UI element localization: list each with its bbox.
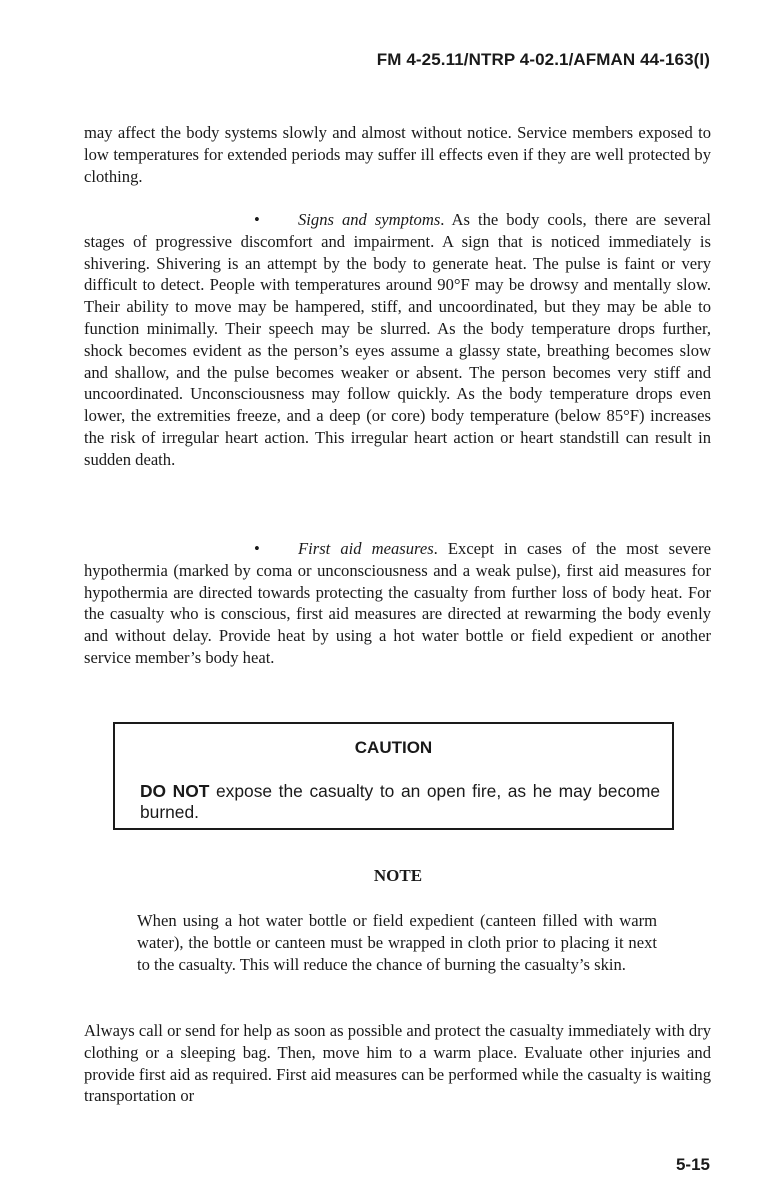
bullet-icon: • [254,539,260,558]
caution-text [140,781,660,823]
caution-body: expose the casualty to an open fire, as he may become burned. [140,781,660,822]
caution-emphasis: DO NOT [140,781,210,801]
signs-heading: Signs and symptoms [298,210,441,229]
page-number: 5-15 [675,1155,710,1174]
caution-box [113,722,674,830]
note-title: NOTE [373,866,423,885]
final-paragraph: Always call or send for help as soon as possible and protect the casualty immediately with dry clothing or a sleeping bag. Then, move him to a warm place. Evaluate other injuries and provide first aid as required. First aid measures can be performed while the casualty is waiting transportation or [84,1021,711,1106]
first-aid-paragraph [84,538,711,669]
first-aid-text: . Except in cases of the most severe hypothermia (marked by coma or unconsciousness and a weak pulse), first aid measures for hypothermia are directed towards protecting the casualty from further loss of body heat. For the casualty who is conscious, first aid measures are directed at rewarming the body evenly and without delay. Provide heat by using a hot water bottle or field expedient or another service member’s body heat. [84,539,711,667]
bullet-icon: • [254,210,260,229]
signs-text: . As the body cools, there are several stages of progressive discomfort and impairment. A sign that is noticed immediately is shivering. Shivering is an attempt by the body to generate heat. The pulse is faint or very difficult to detect. People with temperatures around 90°F may be drowsy and mentally slow. Their ability to move may be hampered, stiff, and uncoordinated, but they may be able to function minimally. Their speech may be slurred. As the body temperature drops further, shock becomes evident as the person’s eyes assume a glassy state, breathing becomes slow and shallow, and the pulse becomes weaker or absent. The person becomes very stiff and uncoordinated. Unconsciousness may follow quickly. As the body temperature drops even lower, the extremities freeze, and a deep (or core) body temperature (below 85°F) increases the risk of irregular heart action. This irregular heart action or heart standstill can result in sudden death. [84,210,711,469]
intro-paragraph: may affect the body systems slowly and almost without notice. Service members exposed to low temperatures for extended periods may suffer ill effects even if they are well protected by clothing. [84,123,711,186]
document-header: FM 4-25.11/NTRP 4-02.1/AFMAN 44-163(I) [376,50,710,69]
first-aid-heading: First aid measures [298,539,434,558]
note-text: When using a hot water bottle or field expedient (canteen filled with warm water), the bottle or canteen must be wrapped in cloth prior to placing it next to the casualty. This will reduce the chance of burning the casualty’s skin. [137,911,657,974]
signs-and-symptoms-paragraph [84,209,711,471]
caution-title: CAUTION [354,738,433,757]
